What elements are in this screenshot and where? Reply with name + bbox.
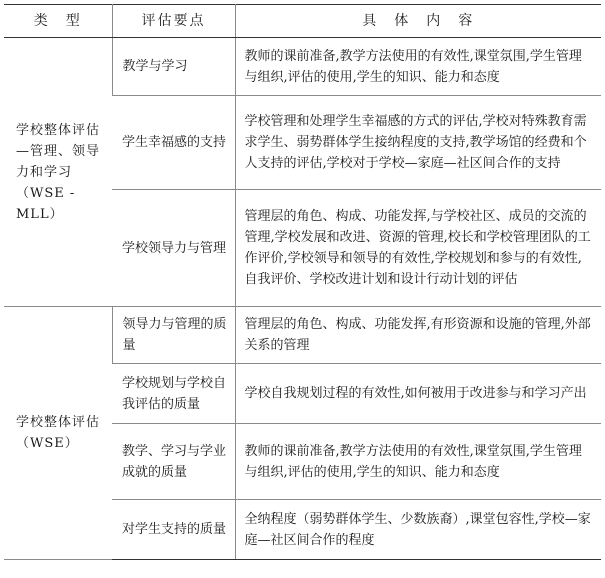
- content-cell: 管理层的角色、构成、功能发挥,与学校社区、成员的交流的管理,学校发展和改进、资源的管理,校长和学校管理团队的工作评价,学校领导和领导的有效性,学校规划和参与的有效性,自我评价、学校改进计划和设计行动计划的评估: [235, 190, 601, 307]
- header-type: 类 型: [4, 5, 112, 38]
- content-cell: 学校自我规划过程的有效性,如何被用于改进参与和学习产出: [235, 364, 601, 424]
- focus-cell: 对学生支持的质量: [112, 500, 235, 560]
- header-focus: 评估要点: [112, 5, 235, 38]
- content-cell: 全纳程度（弱势群体学生、少数族裔）,课堂包容性,学校—家庭—社区间合作的程度: [235, 500, 601, 560]
- content-cell: 教师的课前准备,教学方法使用的有效性,课堂氛围,学生管理与组织,评估的使用,学生的知识、能力和态度: [235, 424, 601, 500]
- table-row: [4, 307, 601, 364]
- type-label: 学校整体评估（WSE）: [16, 415, 101, 451]
- evaluation-table: [4, 4, 601, 560]
- focus-cell: 领导力与管理的质量: [112, 307, 235, 364]
- content-cell: 教师的课前准备,教学方法使用的有效性,课堂氛围,学生管理与组织,评估的使用,学生的知识、能力和态度: [235, 38, 601, 96]
- focus-cell: 学生幸福感的支持: [112, 96, 235, 190]
- focus-cell: 教学与学习: [112, 38, 235, 96]
- table-header-row: [4, 5, 601, 38]
- type-cell-wse: [4, 307, 112, 560]
- focus-cell: 学校领导力与管理: [112, 190, 235, 307]
- table-row: [4, 38, 601, 96]
- content-cell: 学校管理和处理学生幸福感的方式的评估,学校对特殊教育需求学生、弱势群体学生接纳程度的支持,教学场馆的经费和个人支持的评估,学校对于学校—家庭—社区间合作的支持: [235, 96, 601, 190]
- content-cell: 管理层的角色、构成、功能发挥,有形资源和设施的管理,外部关系的管理: [235, 307, 601, 364]
- focus-cell: 教学、学习与学业成就的质量: [112, 424, 235, 500]
- type-cell-wse-mll: [4, 38, 112, 307]
- type-label: 学校整体评估—管理、领导力和学习（WSE - MLL）: [16, 122, 101, 222]
- focus-cell: 学校规划与学校自我评估的质量: [112, 364, 235, 424]
- header-content: 具 体 内 容: [235, 5, 601, 38]
